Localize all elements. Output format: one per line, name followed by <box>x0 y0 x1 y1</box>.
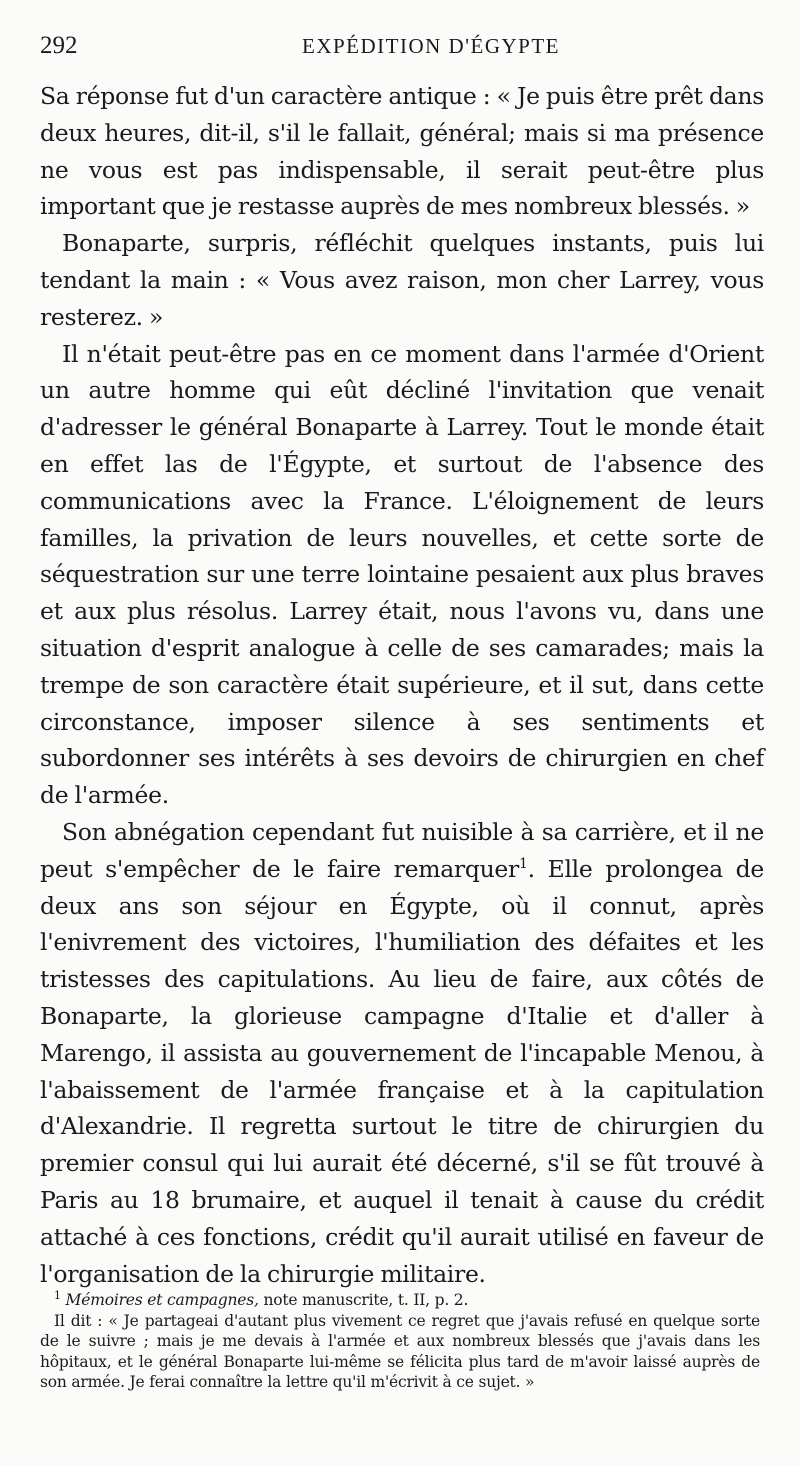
footnote-reference: 1 <box>518 855 528 872</box>
page-header <box>40 30 760 62</box>
body-text <box>40 78 764 1292</box>
paragraph-4-rest: Elle prolongea de deux ans son séjour en Égypte, où il connut, après l'enivrement des victoires, l'humiliation des défaites et les tristesses des capitulations. Au lieu de faire, aux côtés de Bonaparte, la glorieuse campagne d'Italie et d'aller à Marengo, il assista au gouvernement de l'incapable Menou, à l'abaissement de l'armée française et à la capitulation d'Alexandrie. Il regretta surtout le titre de chirurgien du premier consul qui lui aurait été décerné, s'il se fût trouvé à Paris au 18 brumaire, et auquel il tenait à cause du crédit attaché à ces fonctions, crédit qu'il aurait utilisé en faveur de l'organisation de la chirurgie militaire. <box>40 854 765 1288</box>
paragraph-1: Sa réponse fut d'un caractère antique : « Je puis être prêt dans deux heures, dit-il, s'il le fallait, général; mais si ma présence ne vous est pas indispensable, il serait peut-être plus important que je restasse auprès de mes nombreux blessés. » <box>40 82 764 221</box>
paragraph-4-lead: Son abnégation cependant fut nuisible à sa carrière, et il ne peut s'empêcher de le faire remarquer <box>40 817 764 883</box>
footnote-1 <box>40 1290 760 1311</box>
footnote-source-rest: note manuscrite, t. II, p. 2. <box>258 1291 469 1309</box>
footnotes <box>40 1290 760 1393</box>
page-number: 292 <box>40 32 78 59</box>
footnote-marker: 1 <box>54 1288 61 1302</box>
paragraph-3: Il n'était peut-être pas en ce moment dans l'armée d'Orient un autre homme qui eût décliné l'invitation que venait d'adresser le général Bonaparte à Larrey. Tout le monde était en effet las de l'Égypte, et surtout de l'absence des communications avec la France. L'éloignement de leurs familles, la privation de leurs nouvelles, et cette sorte de séquestration sur une terre lointaine pesaient aux plus braves et aux plus résolus. Larrey était, nous l'avons vu, dans une situation d'esprit analogue à celle de ses camarades; mais la trempe de son caractère était supérieure, et il sut, dans cette circonstance, imposer silence à ses sentiments et subordonner ses intérêts à ses devoirs de chirurgien en chef de l'armée. <box>40 339 764 810</box>
footnote-source-title: Mémoires et campagnes, <box>65 1291 259 1309</box>
footnote-quote: Il dit : « Je partageai d'autant plus vivement ce regret que j'avais refusé en quelque sorte de le suivre ; mais je me devais à l'armée et aux nombreux blessés que j'avais dans les hôpitaux, et le général Bonaparte lui-même se félicita plus tard de m'avoir laissé auprès de son armée. Je ferai connaître la lettre qu'il m'écrivit à ce sujet. » <box>40 1311 760 1392</box>
running-title: EXPÉDITION D'ÉGYPTE <box>302 34 561 58</box>
paragraph-4: Son abnégation cependant fut nuisible à sa carrière, et il ne peut s'empêcher de le faire remarquer$^1$. Elle prolongea de deux ans son séjour en Égypte, où il connut, après l'enivrement des victoires, l'humiliation des défaites et les tristesses des capitulations. Au lieu de faire, aux côtés de Bonaparte, la glorieuse campagne d'Italie et d'aller à Marengo, il assista au gouvernement de l'incapable Menou, à l'abaissement de l'armée française et à la capitulation d'Alexandrie. Il regretta surtout le titre de chirurgien du premier consul qui lui aurait été décerné, s'il se fût trouvé à Paris au 18 brumaire, et auquel il tenait à cause du crédit attaché à ces fonctions, crédit qu'il aurait utilisé en faveur de l'organisation de la chirurgie militaire. <box>40 817 765 1288</box>
paragraph-2: Bonaparte, surpris, réfléchit quelques instants, puis lui tendant la main : « Vous avez raison, mon cher Larrey, vous resterez. » <box>40 229 764 331</box>
